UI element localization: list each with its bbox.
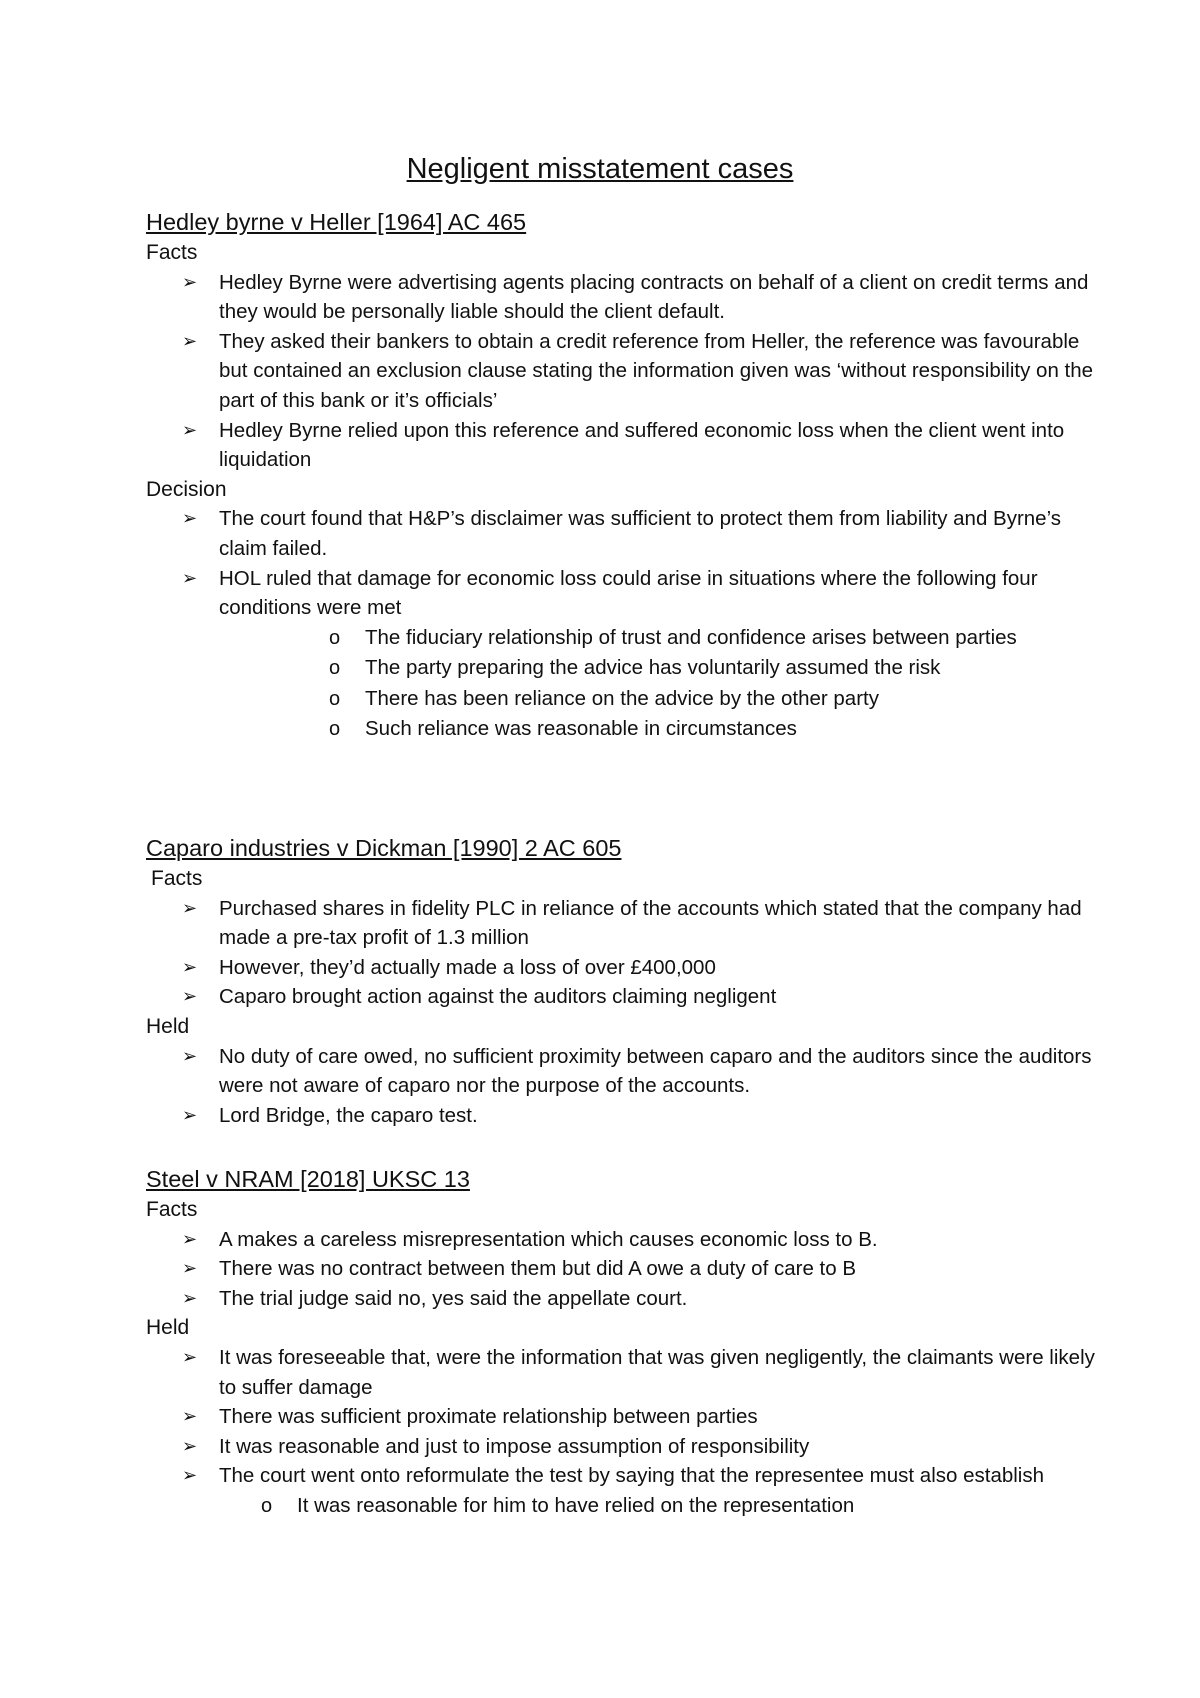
list-item: ➢ They asked their bankers to obtain a credit reference from Heller, the reference was favourable but contained an exclusion clause stating the information given was ‘without responsibility on the part of this bank or it’s officials’ — [146, 327, 1106, 416]
list-item: ➢ The trial judge said no, yes said the appellate court. — [146, 1284, 1106, 1314]
held-list — [146, 1042, 1106, 1131]
list-item: ➢ No duty of care owed, no sufficient proximity between caparo and the auditors since the auditors were not aware of caparo nor the purpose of the accounts. — [146, 1042, 1106, 1101]
list-item: ➢ Caparo brought action against the auditors claiming negligent — [146, 982, 1106, 1012]
arrow-bullet-icon: ➢ — [182, 1465, 198, 1486]
sub-list-item: o The fiduciary relationship of trust and confidence arises between parties — [146, 623, 1106, 653]
sub-list-item: o The party preparing the advice has voluntarily assumed the risk — [146, 653, 1106, 683]
list-item: ➢ HOL ruled that damage for economic loss could arise in situations where the following four conditions were met — [146, 564, 1106, 623]
sub-list-item: o It was reasonable for him to have relied on the representation — [146, 1491, 1106, 1521]
list-item: ➢ There was no contract between them but did A owe a duty of care to B — [146, 1254, 1106, 1284]
case-caparo — [146, 832, 1106, 1130]
test-requirements-list — [146, 1491, 1106, 1521]
case-heading: Hedley byrne v Heller [1964] AC 465 — [146, 209, 527, 235]
page-title: Negligent misstatement cases — [406, 153, 794, 185]
list-item: ➢ There was sufficient proximate relationship between parties — [146, 1402, 1106, 1432]
arrow-bullet-icon: ➢ — [182, 1104, 198, 1125]
circle-bullet-icon: o — [329, 657, 341, 680]
list-item: ➢ Hedley Byrne relied upon this reference and suffered economic loss when the client went into liquidation — [146, 416, 1106, 475]
sub-list-item: o Such reliance was reasonable in circumstances — [146, 714, 1106, 744]
arrow-bullet-icon: ➢ — [182, 897, 198, 918]
arrow-bullet-icon: ➢ — [182, 330, 198, 351]
circle-bullet-icon: o — [329, 717, 341, 740]
sub-list-item: o There has been reliance on the advice by the other party — [146, 684, 1106, 714]
arrow-bullet-icon: ➢ — [182, 1258, 198, 1279]
case-heading: Steel v NRAM [2018] UKSC 13 — [146, 1166, 470, 1192]
facts-list — [146, 1225, 1106, 1314]
circle-bullet-icon: o — [329, 626, 341, 649]
section-label-facts: Facts — [146, 241, 198, 264]
list-item: ➢ It was reasonable and just to impose assumption of responsibility — [146, 1432, 1106, 1462]
section-label-facts: Facts — [146, 1198, 198, 1221]
facts-list — [146, 268, 1106, 475]
decision-list — [146, 504, 1106, 622]
list-item: ➢ However, they’d actually made a loss of over £400,000 — [146, 953, 1106, 983]
list-item: ➢ The court found that H&P’s disclaimer was sufficient to protect them from liability and Byrne’s claim failed. — [146, 504, 1106, 563]
section-label-held: Held — [146, 1014, 190, 1038]
list-item: ➢ A makes a careless misrepresentation which causes economic loss to B. — [146, 1225, 1106, 1255]
arrow-bullet-icon: ➢ — [182, 956, 198, 977]
list-item: ➢ The court went onto reformulate the test by saying that the representee must also establish — [146, 1461, 1106, 1491]
section-label-decision: Decision — [146, 477, 227, 501]
circle-bullet-icon: o — [329, 687, 341, 710]
arrow-bullet-icon: ➢ — [182, 508, 198, 529]
conditions-list — [146, 623, 1106, 745]
arrow-bullet-icon: ➢ — [182, 1435, 198, 1456]
section-label-held: Held — [146, 1316, 190, 1340]
circle-bullet-icon: o — [261, 1494, 273, 1517]
list-item: ➢ Purchased shares in fidelity PLC in reliance of the accounts which stated that the company had made a pre-tax profit of 1.3 million — [146, 894, 1106, 953]
list-item: ➢ Hedley Byrne were advertising agents placing contracts on behalf of a client on credit terms and they would be personally liable should the client default. — [146, 268, 1106, 327]
list-item: ➢ It was foreseeable that, were the information that was given negligently, the claimants were likely to suffer damage — [146, 1343, 1106, 1402]
arrow-bullet-icon: ➢ — [182, 1406, 198, 1427]
arrow-bullet-icon: ➢ — [182, 1228, 198, 1249]
section-label-facts: Facts — [151, 867, 203, 890]
arrow-bullet-icon: ➢ — [182, 419, 198, 440]
list-item: ➢ Lord Bridge, the caparo test. — [146, 1101, 1106, 1131]
arrow-bullet-icon: ➢ — [182, 271, 198, 292]
case-heading: Caparo industries v Dickman [1990] 2 AC 605 — [146, 835, 622, 861]
arrow-bullet-icon: ➢ — [182, 1346, 198, 1367]
arrow-bullet-icon: ➢ — [182, 1045, 198, 1066]
case-steel-nram — [146, 1163, 1106, 1521]
facts-list — [146, 894, 1106, 1012]
arrow-bullet-icon: ➢ — [182, 1287, 198, 1308]
arrow-bullet-icon: ➢ — [182, 986, 198, 1007]
held-list — [146, 1343, 1106, 1491]
case-hedley-byrne — [146, 206, 1106, 744]
arrow-bullet-icon: ➢ — [182, 567, 198, 588]
